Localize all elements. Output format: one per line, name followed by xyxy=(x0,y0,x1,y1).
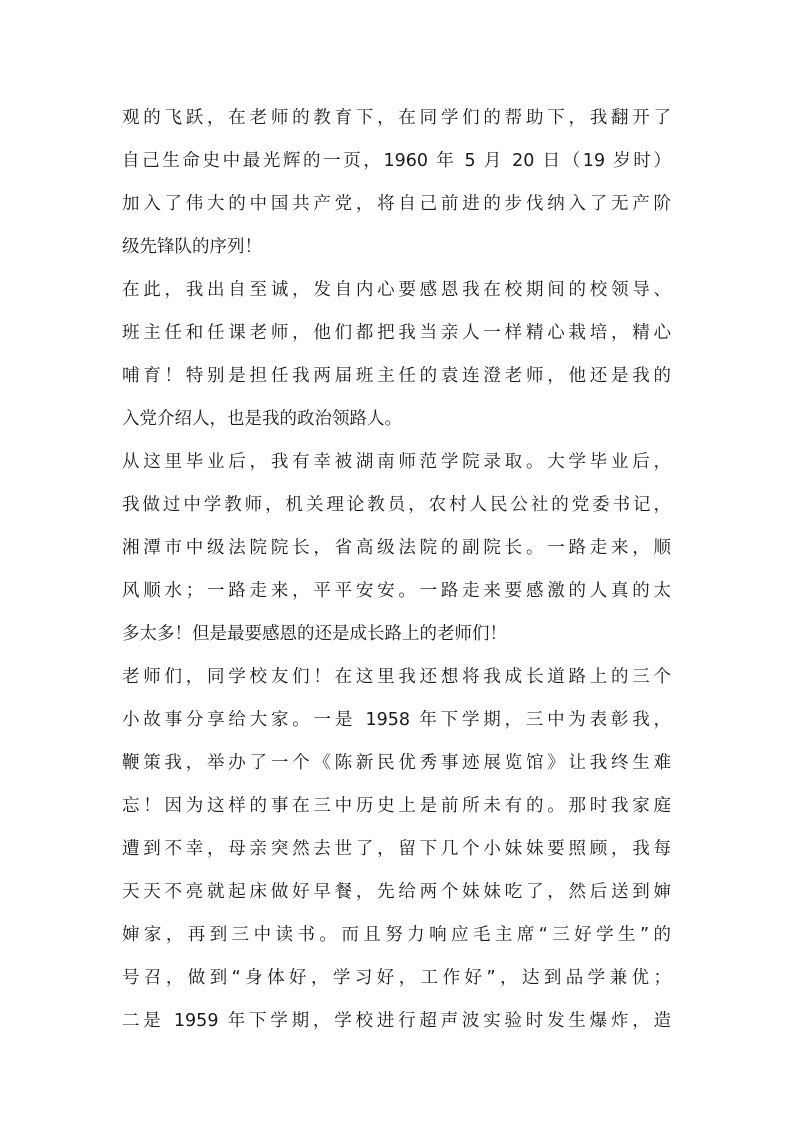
text-line: 加入了伟大的中国共产党，将自己前进的步伐纳入了无产阶 xyxy=(122,194,671,214)
text-line: 级先锋队的序列！ xyxy=(122,237,262,257)
text-line: 遭到不幸，母亲突然去世了，留下几个小妹妹要照顾，我每 xyxy=(122,839,671,859)
text-line: 风顺水；一路走来，平平安安。一路走来要感激的人真的太 xyxy=(122,581,671,601)
text-line: 鞭策我，举办了一个《陈新民优秀事迹展览馆》让我终生难 xyxy=(122,753,671,773)
text-line: 天天不亮就起床做好早餐，先给两个妹妹吃了，然后送到婶 xyxy=(122,882,671,902)
text-line: 哺育！特别是担任我两届班主任的袁连澄老师，他还是我的 xyxy=(122,366,671,386)
text-line: 在此，我出自至诚，发自内心要感恩我在校期间的校领导、 xyxy=(122,280,671,300)
text-line: 婶家，再到三中读书。而且努力响应毛主席“三好学生”的 xyxy=(122,925,671,945)
text-line: 自己生命史中最光辉的一页，1960 年 5 月 20 日（19 岁时） xyxy=(122,151,671,171)
text-line: 号召，做到“身体好，学习好，工作好”，达到品学兼优； xyxy=(122,968,671,988)
text-line: 班主任和任课老师，他们都把我当亲人一样精心栽培，精心 xyxy=(122,323,671,343)
text-line: 忘！因为这样的事在三中历史上是前所未有的。那时我家庭 xyxy=(122,796,671,816)
text-line: 湘潭市中级法院院长，省高级法院的副院长。一路走来，顺 xyxy=(122,538,671,558)
text-line: 从这里毕业后，我有幸被湖南师范学院录取。大学毕业后， xyxy=(122,452,671,472)
text-line: 多太多！但是最要感恩的还是成长路上的老师们！ xyxy=(122,624,507,644)
text-line: 入党介绍人，也是我的政治领路人。 xyxy=(122,409,402,429)
text-line: 小故事分享给大家。一是 1958 年下学期，三中为表彰我， xyxy=(122,710,671,730)
text-line: 我做过中学教师，机关理论教员，农村人民公社的党委书记， xyxy=(122,495,671,515)
text-line: 老师们，同学校友们！在这里我还想将我成长道路上的三个 xyxy=(122,667,671,687)
text-line: 二是 1959 年下学期，学校进行超声波实验时发生爆炸，造 xyxy=(122,1011,671,1031)
text-line: 观的飞跃，在老师的教育下，在同学们的帮助下，我翻开了 xyxy=(122,108,671,128)
